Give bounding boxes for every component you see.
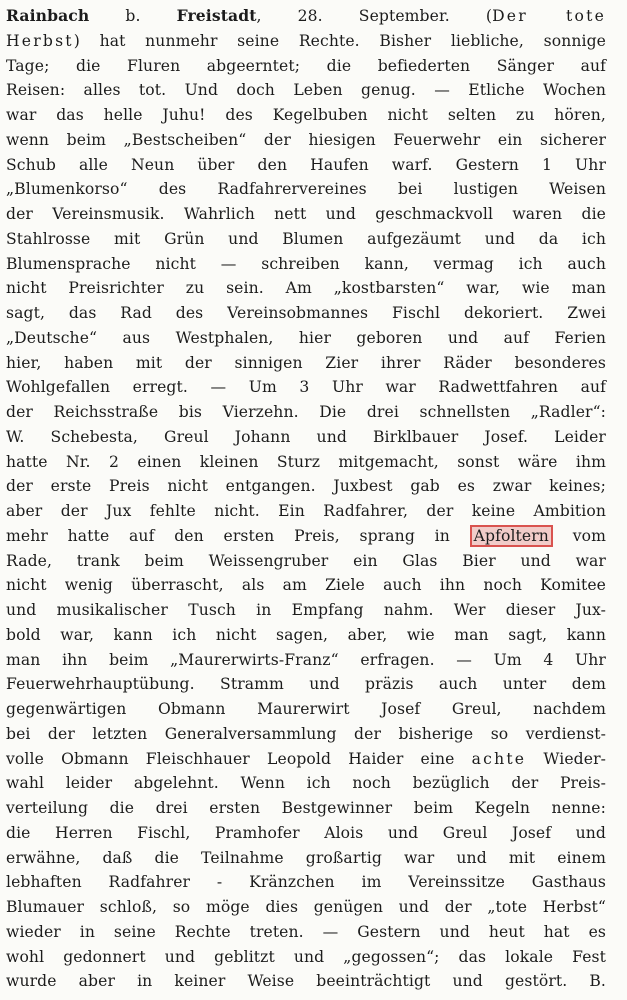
text-fragment: , 28. September. (: [256, 7, 493, 25]
text-fragment: lebhaften Radfahrer - Kränzchen im Vereinssitze Gasthaus: [6, 873, 606, 892]
text-line: [6, 78, 606, 103]
text-line: [6, 326, 606, 351]
text-line: [6, 623, 606, 648]
text-line: [6, 29, 606, 54]
text-fragment: hier, haben mit der sinnigen Zier ihrer Räder besonderes: [6, 353, 606, 372]
text-line: [6, 747, 606, 772]
text-line: [6, 153, 606, 178]
text-fragment: wieder in seine Rechte treten. — Gestern und heut hat es: [6, 922, 606, 941]
text-fragment: der Reichsstraße bis Vierzehn. Die drei schnellsten „Radler“:: [6, 403, 606, 421]
text-fragment: wurde aber in keiner Weise beeinträchtigt und gestört. B.: [6, 972, 606, 991]
text-line: [6, 252, 606, 277]
text-line: [6, 450, 606, 475]
text-fragment: Reisen: alles tot. Und doch Leben genug. — Etliche Wochen: [6, 81, 606, 100]
text-line: [6, 598, 606, 623]
text-fragment: Wieder-: [526, 749, 607, 768]
text-line: [6, 425, 606, 450]
text-fragment: nicht wenig überrascht, als am Ziele auch ihn noch Komitee: [6, 576, 606, 595]
text-fragment: und musikalischer Tusch in Empfang nahm. Wer dieser Jux-: [6, 601, 606, 619]
text-fragment: volle Obmann Fleischhauer Leopold Haider eine: [6, 749, 472, 768]
text-line: [6, 549, 606, 574]
spaced-text: Der tote: [492, 7, 606, 25]
text-fragment: bei der letzten Generalversammlung der bisherige so verdienst-: [6, 724, 606, 743]
text-line: [6, 474, 606, 499]
text-fragment: sagt, das Rad des Vereinsobmannes Fischl dekoriert. Zwei: [6, 304, 606, 322]
text-fragment: der erste Preis nicht entgangen. Juxbest gab es zwar keines;: [6, 477, 606, 496]
bold-text: Rainbach: [6, 6, 90, 25]
text-fragment: wenn beim „Bestscheiben“ der hiesigen Feuerwehr ein sicherer: [6, 130, 606, 149]
spaced-text: Herbst: [6, 31, 74, 50]
text-fragment: W. Schebesta, Greul Johann und Birklbauer Josef. Leider: [6, 427, 606, 446]
text-line: [6, 301, 606, 326]
text-fragment: Blumauer schloß, so möge dies genügen und der „tote Herbst“: [6, 898, 606, 916]
text-line: [6, 796, 606, 821]
text-fragment: erwähne, daß die Teilnahme großartig war und mit einem: [6, 848, 606, 867]
text-line: [6, 945, 606, 970]
text-fragment: war das helle Juhu! des Kegelbuben nicht selten zu hören,: [6, 106, 606, 124]
text-line: [6, 499, 606, 524]
text-fragment: hatte Nr. 2 einen kleinen Sturz mitgemacht, sonst wäre ihm: [6, 452, 606, 471]
text-line: [6, 227, 606, 252]
text-line: [6, 573, 606, 598]
text-fragment: aber der Jux fehlte nicht. Ein Radfahrer, der keine Ambition: [6, 502, 606, 520]
text-line: [6, 870, 606, 895]
text-line: [6, 54, 606, 79]
text-line: [6, 400, 606, 425]
text-line: [6, 920, 606, 945]
text-fragment: „Blumenkorso“ des Radfahrervereines bei lustigen Weisen: [6, 180, 606, 199]
bold-text: Freistadt: [176, 6, 257, 25]
text-line: [6, 697, 606, 722]
text-fragment: Rade, trank beim Weissengruber ein Glas Bier und war: [6, 551, 606, 570]
text-fragment: der Vereinsmusik. Wahrlich nett und geschmackvoll waren die: [6, 205, 606, 223]
text-fragment: ) hat nunmehr seine Rechte. Bisher liebliche, sonnige: [73, 31, 606, 50]
text-fragment: b.: [89, 7, 177, 25]
text-line: [6, 672, 606, 697]
text-line: [6, 351, 606, 376]
text-line: [6, 895, 606, 920]
text-fragment: Wohlgefallen erregt. — Um 3 Uhr war Radwettfahren auf: [6, 378, 606, 397]
text-fragment: bold war, kann ich nicht sagen, aber, wie man sagt, kann: [6, 625, 606, 644]
text-line: [6, 524, 606, 549]
text-fragment: Blumensprache nicht — schreiben kann, vermag ich auch: [6, 254, 606, 273]
text-line: [6, 276, 606, 301]
text-fragment: wahl leider abgelehnt. Wenn ich noch bezüglich der Preis-: [6, 774, 606, 793]
text-fragment: verteilung die drei ersten Bestgewinner beim Kegeln nenne:: [6, 799, 606, 817]
text-fragment: die Herren Fischl, Pramhofer Alois und Greul Josef und: [6, 823, 606, 842]
spaced-text: achte: [471, 749, 527, 768]
text-line: [6, 177, 606, 202]
text-line: [6, 202, 606, 227]
text-fragment: nicht Preisrichter zu sein. Am „kostbarsten“ war, wie man: [6, 279, 606, 298]
article-text-column: [6, 4, 606, 994]
text-line: [6, 103, 606, 128]
text-fragment: Tage; die Fluren abgeerntet; die befiederten Sänger auf: [6, 56, 606, 75]
text-fragment: gegenwärtigen Obmann Maurerwirt Josef Greul, nachdem: [6, 700, 606, 718]
text-line: [6, 821, 606, 846]
text-line: [6, 846, 606, 871]
text-line: [6, 771, 606, 796]
text-line: [6, 375, 606, 400]
text-fragment: Feuerwehrhauptübung. Stramm und präzis auch unter dem: [6, 675, 606, 694]
text-fragment: Schub alle Neun über den Haufen warf. Gestern 1 Uhr: [6, 155, 606, 174]
text-fragment: vom: [552, 526, 606, 545]
text-line: [6, 4, 606, 29]
text-fragment: „Deutsche“ aus Westphalen, hier geboren und auf Ferien: [6, 328, 606, 347]
text-fragment: mehr hatte auf den ersten Preis, sprang in: [6, 526, 470, 545]
text-line: [6, 722, 606, 747]
text-line: [6, 128, 606, 153]
text-fragment: man ihn beim „Maurerwirts-Franz“ erfragen. — Um 4 Uhr: [6, 650, 606, 669]
text-line: [6, 648, 606, 673]
text-fragment: wohl gedonnert und geblitzt und „gegossen“; das lokale Fest: [6, 947, 606, 966]
text-line: [6, 969, 606, 994]
text-fragment: Stahlrosse mit Grün und Blumen aufgezäumt und da ich: [6, 229, 606, 248]
highlighted-word: Apfoltern: [470, 525, 553, 547]
